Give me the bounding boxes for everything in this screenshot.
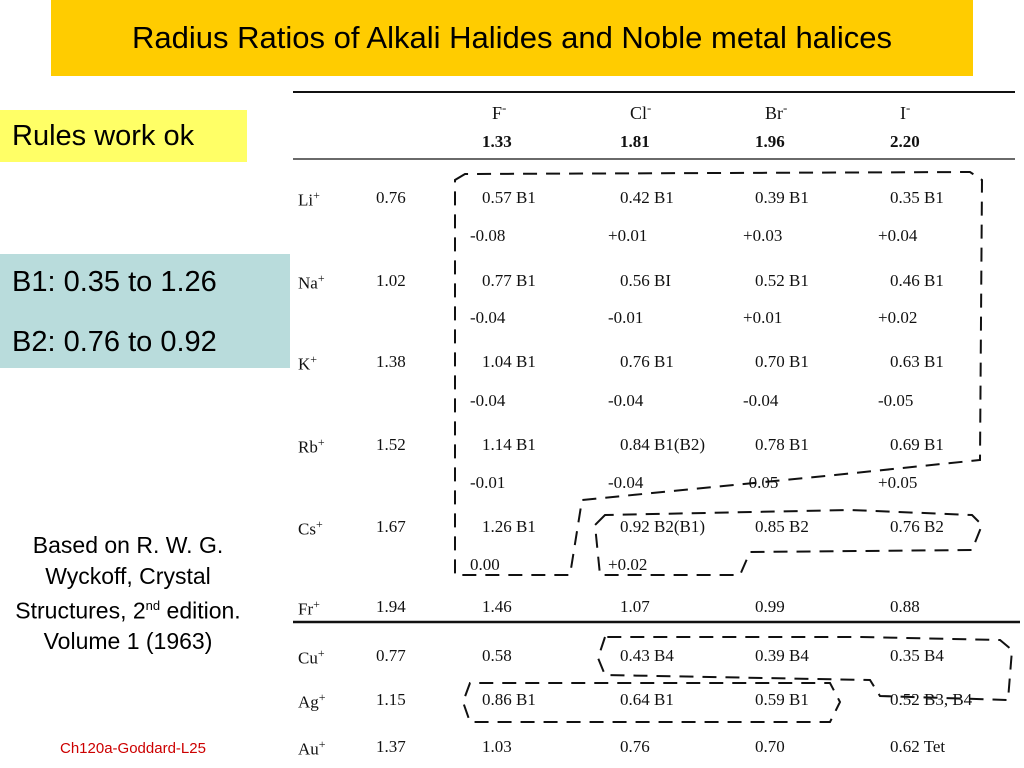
title-banner [51,0,973,76]
ratio-cell: 0.99 [755,597,785,616]
cation-label: Cu+ [298,646,325,668]
deviation-cell: -0.01 [608,308,644,327]
anion-header: Br- [765,100,788,123]
ratio-cell: 0.39 B1 [755,188,809,207]
b2-range: B2: 0.76 to 0.92 [12,326,217,358]
cation-radius: 1.37 [376,737,406,756]
deviation-cell: +0.04 [878,226,918,245]
deviation-cell: -0.04 [470,391,506,410]
ratio-cell: 0.46 B1 [890,271,944,290]
deviation-cell: +0.02 [878,308,918,327]
ratio-cell: 0.78 B1 [755,435,809,454]
cation-label: Ag+ [298,690,326,712]
ratio-cell: 0.52 B1 [755,271,809,290]
cation-label: Na+ [298,271,325,293]
cation-label: Au+ [298,737,326,759]
ratio-cell: 0.69 B1 [890,435,944,454]
cation-radius: 1.52 [376,435,406,454]
ratio-cell: 0.76 [620,737,650,756]
deviation-cell: +0.02 [608,555,648,574]
rules-callout [0,110,247,162]
anion-radius: 1.33 [482,132,512,151]
rules-label: Rules work ok [12,119,195,152]
deviation-cell: -0.04 [470,308,506,327]
ratio-cell: 0.85 B2 [755,517,809,536]
deviation-cell: -0.05 [878,391,914,410]
cation-radius: 1.38 [376,352,406,371]
anion-header: Cl- [630,100,652,123]
cation-label: Cs+ [298,517,323,539]
ratio-cell: 0.57 B1 [482,188,536,207]
ratio-cell: 0.84 B1(B2) [620,435,705,454]
ratio-cell: 0.70 B1 [755,352,809,371]
anion-radius: 1.96 [755,132,785,151]
ratio-cell: 0.35 B4 [890,646,944,665]
deviation-cell: +0.03 [743,226,783,245]
ratio-cell: 1.03 [482,737,512,756]
ratio-cell: 0.76 B1 [620,352,674,371]
ranges-callout [0,254,290,368]
ratio-cell: 0.88 [890,597,920,616]
cation-radius: 1.02 [376,271,406,290]
ratio-cell: 0.70 [755,737,785,756]
ratio-cell: 0.52 B3, B4 [890,690,973,709]
cation-label: Fr+ [298,597,320,619]
ratio-cell: 0.39 B4 [755,646,809,665]
deviation-cell: -0.08 [470,226,506,245]
anion-radius: 2.20 [890,132,920,151]
ratio-cell: 0.76 B2 [890,517,944,536]
ratio-cell: 0.77 B1 [482,271,536,290]
anion-header: F- [492,100,507,123]
ratio-cell: 0.58 [482,646,512,665]
ratio-cell: 1.14 B1 [482,435,536,454]
ratio-cell: 0.42 B1 [620,188,674,207]
b1-range: B1: 0.35 to 1.26 [12,266,217,298]
cation-label: Rb+ [298,435,325,457]
cation-radius: 1.15 [376,690,406,709]
ratio-cell: 0.64 B1 [620,690,674,709]
deviation-cell: -0.04 [743,391,779,410]
deviation-cell: -0.05 [743,473,779,492]
ratio-cell: 0.59 B1 [755,690,809,709]
ratio-cell: 0.63 B1 [890,352,944,371]
deviation-cell: -0.01 [470,473,506,492]
ratio-cell: 0.62 Tet [890,737,946,756]
footer-label: Ch120a-Goddard-L25 [60,740,206,757]
deviation-cell: 0.00 [470,555,500,574]
cation-radius: 1.67 [376,517,406,536]
ratio-cell: 1.04 B1 [482,352,536,371]
deviation-cell: +0.01 [743,308,783,327]
page-title: Radius Ratios of Alkali Halides and Noble metal halices [132,20,892,55]
radius-ratio-table [260,80,1024,768]
ratio-cell: 1.46 [482,597,512,616]
deviation-cell: +0.01 [608,226,648,245]
cation-radius: 0.77 [376,646,406,665]
anion-header: I- [900,100,911,123]
cation-label: K+ [298,352,318,374]
ratio-cell: 0.86 B1 [482,690,536,709]
anion-radius: 1.81 [620,132,650,151]
ratio-cell: 0.43 B4 [620,646,674,665]
cation-radius: 1.94 [376,597,406,616]
ratio-cell: 0.35 B1 [890,188,944,207]
deviation-cell: +0.05 [878,473,918,492]
ratio-cell: 1.26 B1 [482,517,536,536]
citation: Based on R. W. G. Wyckoff, Crystal Structures, 2nd edition. Volume 1 (1963) [15,532,241,655]
ratio-cell: 0.56 BI [620,271,671,290]
deviation-cell: -0.04 [608,473,644,492]
cation-radius: 0.76 [376,188,406,207]
deviation-cell: -0.04 [608,391,644,410]
cation-label: Li+ [298,188,320,210]
ratio-cell: 1.07 [620,597,650,616]
ratio-cell: 0.92 B2(B1) [620,517,705,536]
